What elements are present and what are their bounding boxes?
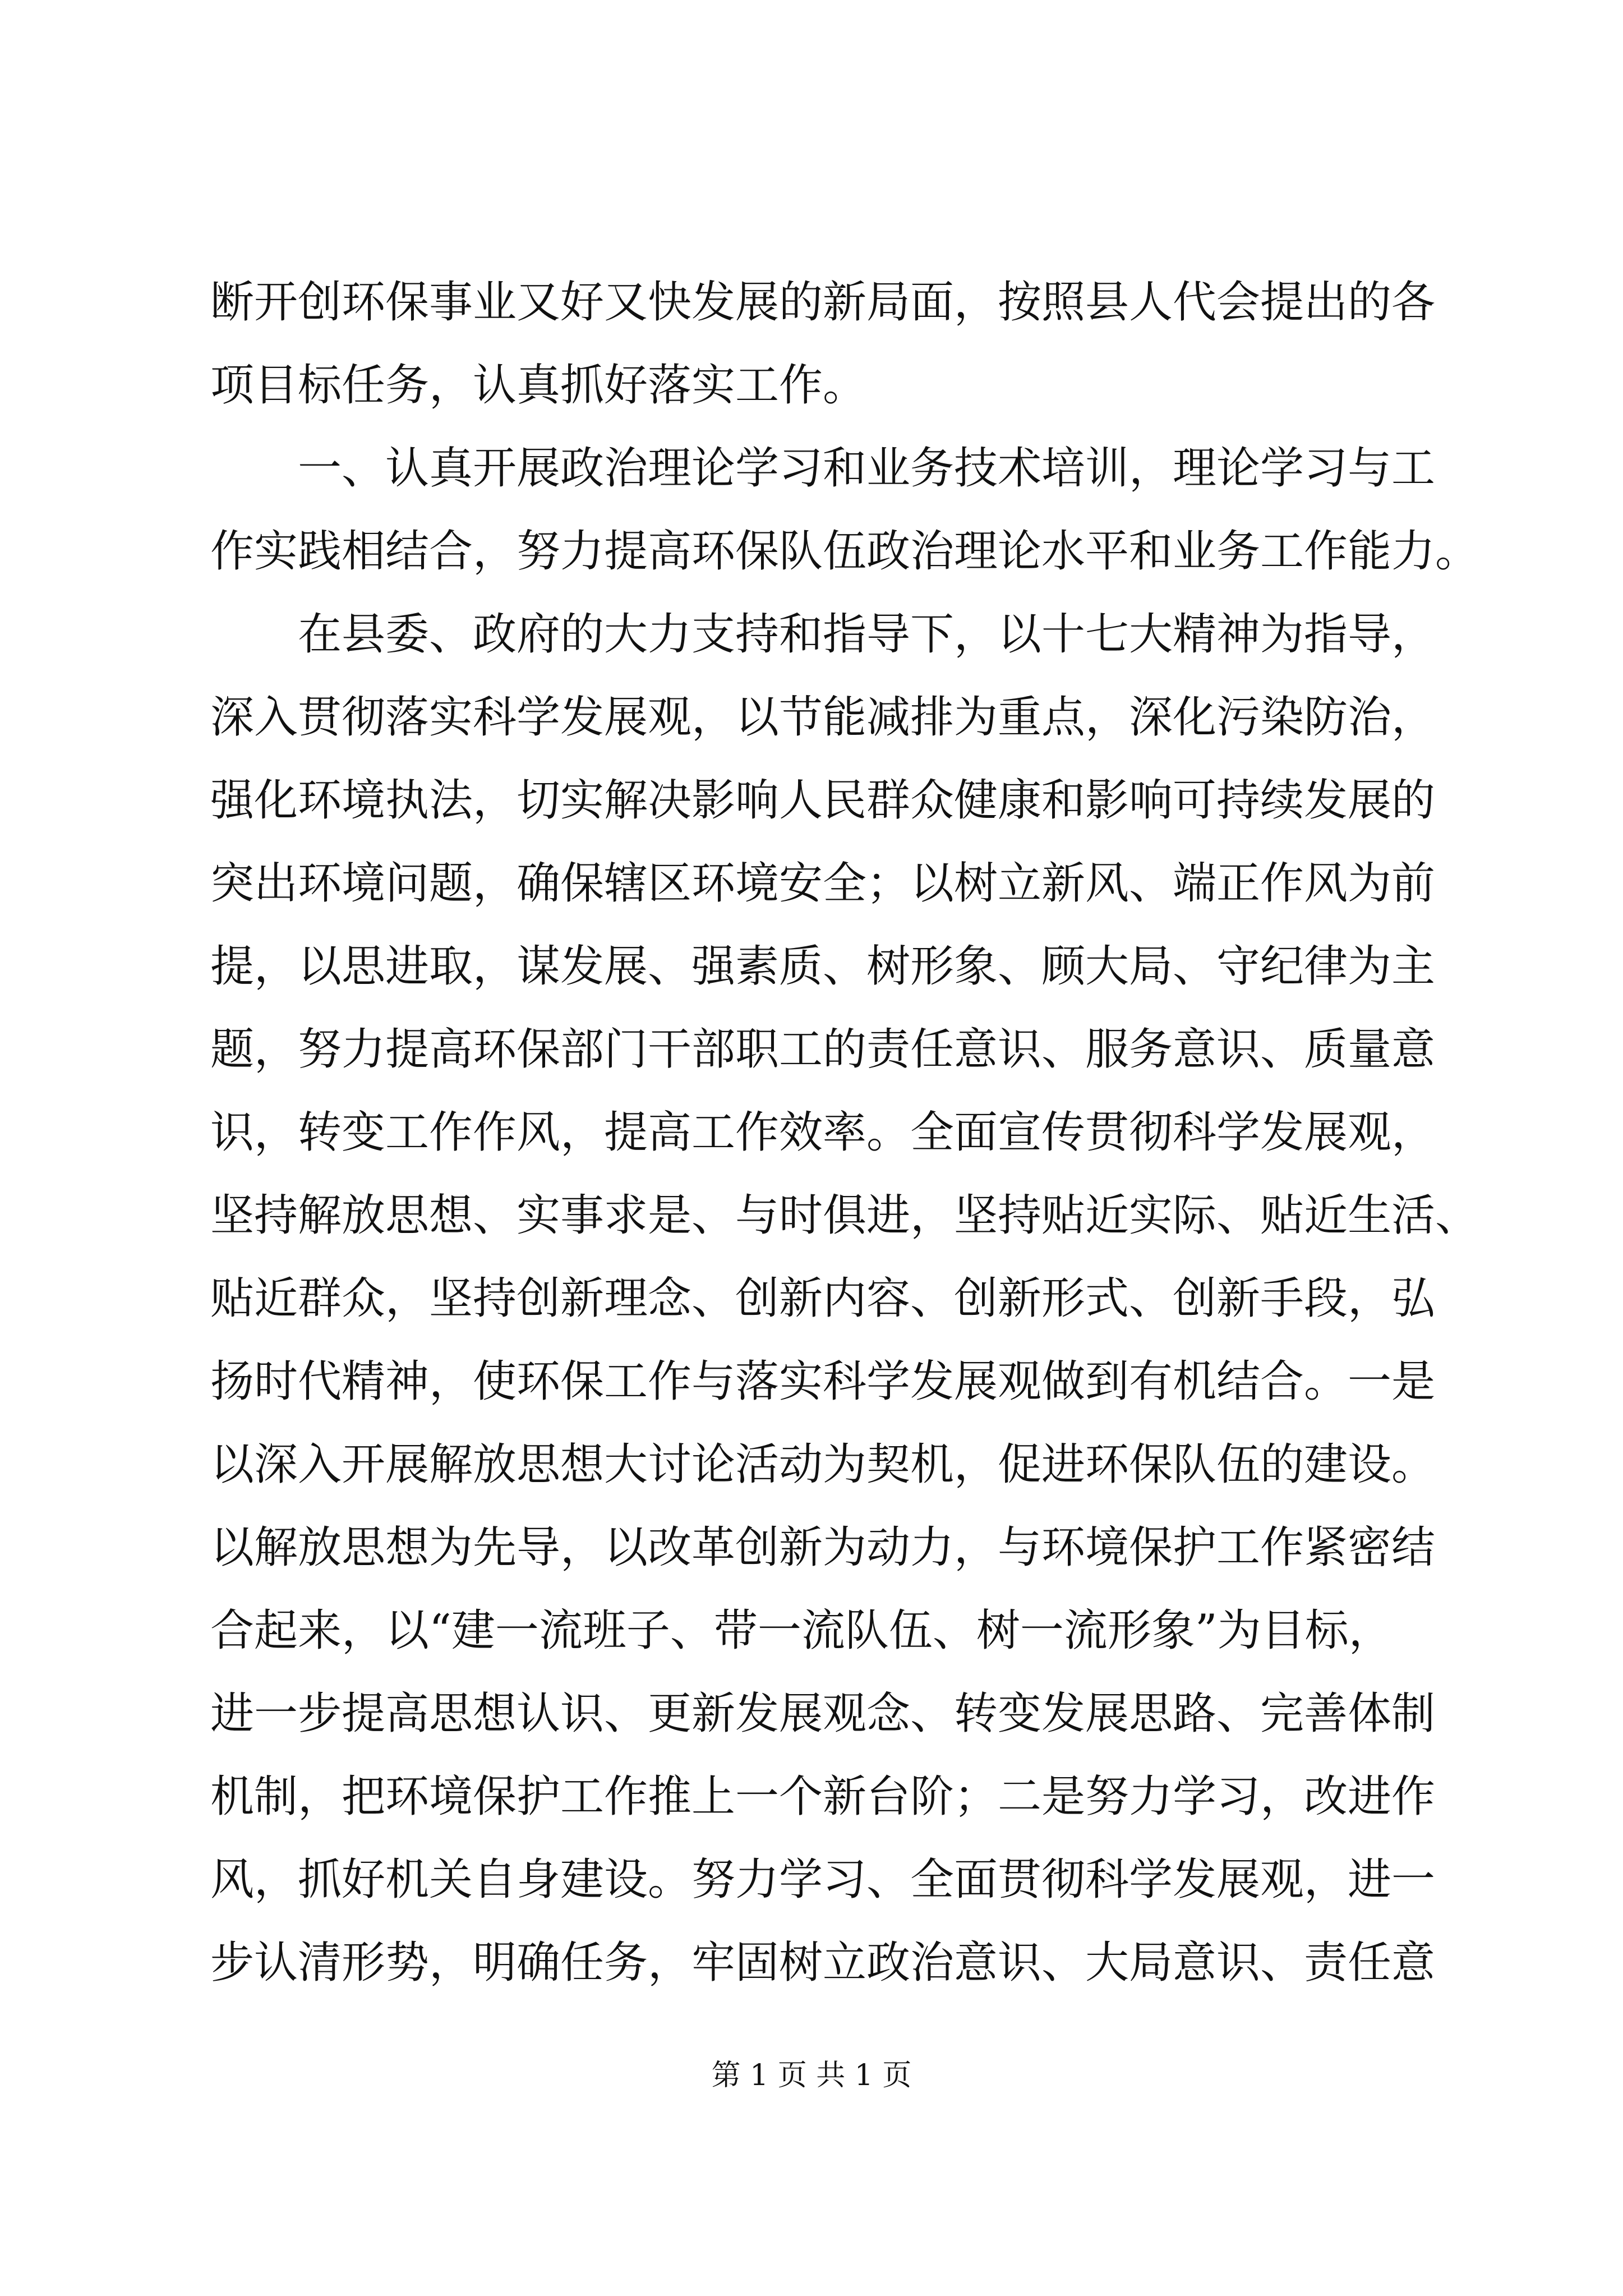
text-line: 提，以思进取，谋发展、强素质、树形象、顾大局、守纪律为主 [210, 941, 1436, 992]
text-line: 以深入开展解放思想大讨论活动为契机，促进环保队伍的建设。 [210, 1439, 1436, 1490]
document-body [210, 261, 1479, 2004]
section-heading-line: 作实践相结合，努力提高环保队伍政治理论水平和业务工作能力。 [210, 526, 1479, 577]
text-line: 项目标任务，认真抓好落实工作。 [210, 360, 867, 411]
section-heading-line: 一、认真开展政治理论学习和业务技术培训，理论学习与工 [298, 443, 1436, 494]
text-line: 以解放思想为先导，以改革创新为动力，与环境保护工作紧密结 [210, 1522, 1436, 1573]
text-line: 题，努力提高环保部门干部职工的责任意识、服务意识、质量意 [210, 1024, 1436, 1075]
text-line: 坚持解放思想、实事求是、与时俱进，坚持贴近实际、贴近生活、 [210, 1190, 1479, 1241]
text-line: 深入贯彻落实科学发展观，以节能减排为重点，深化污染防治， [210, 692, 1436, 743]
text-line: 断开创环保事业又好又快发展的新局面，按照县人代会提出的各 [210, 277, 1436, 328]
text-line: 合起来，以“建一流班子、带一流队伍、树一流形象”为目标， [210, 1605, 1393, 1656]
paragraph-first-line: 在县委、政府的大力支持和指导下，以十七大精神为指导， [298, 609, 1436, 660]
page-number-footer: 第 1 页 共 1 页 [711, 2059, 912, 2092]
text-line: 突出环境问题，确保辖区环境安全；以树立新风、端正作风为前 [210, 858, 1436, 909]
text-line: 扬时代精神，使环保工作与落实科学发展观做到有机结合。一是 [210, 1356, 1436, 1407]
text-line: 强化环境执法，切实解决影响人民群众健康和影响可持续发展的 [210, 775, 1436, 826]
text-line: 步认清形势，明确任务，牢固树立政治意识、大局意识、责任意 [210, 1938, 1436, 1988]
text-line: 机制，把环境保护工作推上一个新台阶；二是努力学习，改进作 [210, 1772, 1436, 1822]
text-line: 贴近群众，坚持创新理念、创新内容、创新形式、创新手段，弘 [210, 1273, 1436, 1324]
text-line: 风，抓好机关自身建设。努力学习、全面贯彻科学发展观，进一 [210, 1855, 1436, 1905]
text-line: 识，转变工作作风，提高工作效率。全面宣传贯彻科学发展观， [210, 1107, 1436, 1158]
text-line: 进一步提高思想认识、更新发展观念、转变发展思路、完善体制 [210, 1688, 1436, 1739]
